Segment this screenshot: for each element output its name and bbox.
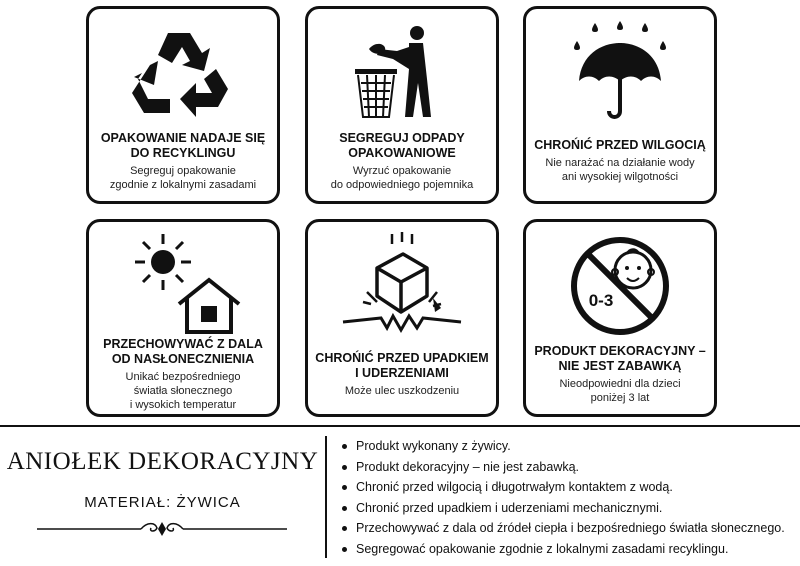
card-fragile (305, 219, 499, 417)
card-description: Wyrzuć opakowanie do odpowiedniego pojemnika (330, 164, 474, 191)
product-name: ANIOŁEK DEKORACYJNY (6, 448, 319, 475)
card-title: SEGREGUJ ODPADY OPAKOWANIOWE (339, 130, 465, 160)
card-title: CHROŃIĆ PRZED UPADKIEM I UDERZENIAMI (315, 350, 489, 380)
ornament-divider (37, 520, 287, 545)
fragile-box-icon (308, 228, 496, 340)
card-title: PRODUKT DEKORACYJNY – NIE JEST ZABAWKĄ (534, 343, 706, 373)
list-item: Przechowywać z dala od źródeł ciepła i bezpośredniego światła słonecznego. (340, 518, 785, 539)
card-description: Unikać bezpośredniego światła słonecznego i wysokich temperatur (125, 370, 241, 411)
list-item: Produkt wykonany z żywicy. (340, 436, 785, 457)
card-recycling (86, 6, 280, 204)
age-badge: 0-3 (588, 291, 614, 310)
card-title: PRZECHOWYWAĆ Z DALA OD NASŁONECZNIENIA (103, 336, 263, 366)
card-not-a-toy (523, 219, 717, 417)
column-divider (325, 436, 327, 558)
section-divider (0, 425, 800, 427)
umbrella-rain-icon (526, 15, 714, 127)
list-item: Segregować opakowanie zgodnie z lokalnymi zasadami recyklingu. (340, 539, 785, 560)
card-title: OPAKOWANIE NADAJE SIĘ DO RECYKLINGU (100, 130, 266, 160)
sun-house-icon (89, 228, 277, 340)
card-description: Nieodpowiedni dla dzieci poniżej 3 lat (559, 377, 681, 404)
card-description: Nie narażać na działanie wody ani wysokiej wilgotności (545, 157, 695, 183)
card-moisture (523, 6, 717, 204)
card-sunlight (86, 219, 280, 417)
list-item: Produkt dekoracyjny – nie jest zabawką. (340, 457, 785, 478)
product-material: MATERIAŁ: ŻYWICA (84, 494, 241, 511)
list-item: Chronić przed upadkiem i uderzeniami mechanicznymi. (340, 498, 785, 519)
recycle-icon (89, 15, 277, 127)
not-a-toy-0-3-icon (526, 228, 714, 340)
card-title: CHROŃIĆ PRZED WILGOCIĄ (534, 138, 706, 152)
card-description: Segreguj opakowanie zgodnie z lokalnymi zasadami (109, 164, 257, 191)
card-segregate-waste (305, 6, 499, 204)
card-description: Może ulec uszkodzeniu (344, 384, 460, 397)
trash-disposal-icon (308, 15, 496, 127)
product-info-list (340, 436, 785, 559)
list-item: Chronić przed wilgocią i długotrwałym kontaktem z wodą. (340, 477, 785, 498)
